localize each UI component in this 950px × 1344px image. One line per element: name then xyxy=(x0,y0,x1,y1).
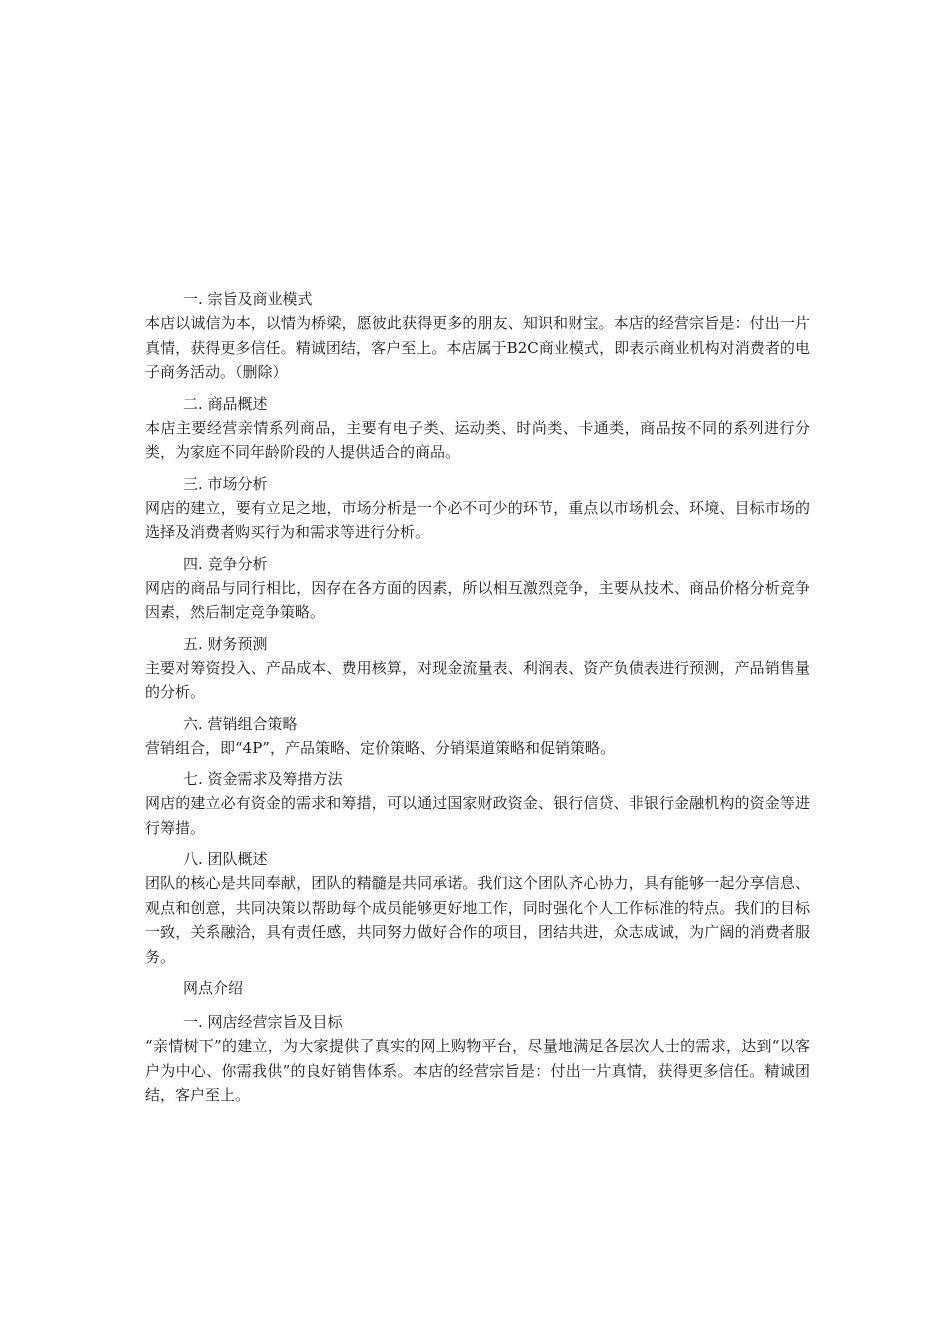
section-financial-forecast xyxy=(145,632,810,705)
intro-title: 网点介绍 xyxy=(183,979,244,997)
section-product-overview xyxy=(145,392,810,465)
section-body: 团队的核心是共同奉献，团队的精髓是共同承诺。我们这个团队齐心协力，具有能够一起分享信息、观点和创意，共同决策以帮助每个成员能够更好地工作，同时强化个人工作标准的特点。我们的目标一致，关系融洽，具有责任感，共同努力做好合作的项目，团结共进，众志成诚，为广阔的消费者服务。 xyxy=(145,874,810,966)
section-purpose-business-model xyxy=(145,287,810,385)
section-body: 网店的建立必有资金的需求和筹措，可以通过国家财政资金、银行信贷、非银行金融机构的资金等进行筹措。 xyxy=(145,794,810,837)
section-heading: 八. 团队概述 xyxy=(183,850,268,868)
section-funding-needs xyxy=(145,767,810,840)
section-competition-analysis xyxy=(145,552,810,625)
section-heading: 一. 宗旨及商业模式 xyxy=(183,290,313,308)
section-body: 网店的商品与同行相比，因存在各方面的因素，所以相互激烈竞争，主要从技术、商品价格分析竞争因素，然后制定竞争策略。 xyxy=(145,578,810,621)
section-body: 主要对筹资投入、产品成本、费用核算，对现金流量表、利润表、资产负债表进行预测，产品销售量的分析。 xyxy=(145,658,810,701)
section-market-analysis xyxy=(145,472,810,545)
document-page xyxy=(145,287,810,1115)
section-heading: 七. 资金需求及筹措方法 xyxy=(183,770,343,788)
section-body: 本店以诚信为本，以情为桥梁，愿彼此获得更多的朋友、知识和财宝。本店的经营宗旨是：付出一片真情，获得更多信任。精诚团结，客户至上。本店属于B2C商业模式，即表示商业机构对消费者的电子商务活动。（删除） xyxy=(145,314,810,381)
section-body: “亲情树下”的建立，为大家提供了真实的网上购物平台，尽量地满足各层次人士的需求，达到“以客户为中心、你需我供”的良好销售体系。本店的经营宗旨是：付出一片真情，获得更多信任。精诚团结，客户至上。 xyxy=(145,1037,810,1104)
section-heading: 二. 商品概述 xyxy=(183,394,268,413)
section-team-overview xyxy=(145,847,810,969)
section-body: 营销组合，即“4P”，产品策略、定价策略、分销渠道策略和促销策略。 xyxy=(145,738,615,757)
section-heading: 六. 营销组合策略 xyxy=(183,714,298,733)
section-heading: 三. 市场分析 xyxy=(183,474,268,493)
section-heading: 一. 网店经营宗旨及目标 xyxy=(183,1013,343,1031)
section-body: 网店的建立，要有立足之地，市场分析是一个必不可少的环节，重点以市场机会、环境、目标市场的选择及消费者购买行为和需求等进行分析。 xyxy=(145,498,810,541)
section-heading: 五. 财务预测 xyxy=(183,634,268,653)
section-body: 本店主要经营亲情系列商品，主要有电子类、运动类、时尚类、卡通类，商品按不同的系列进行分类，为家庭不同年龄阶段的人提供适合的商品。 xyxy=(145,418,810,461)
section-heading: 四. 竞争分析 xyxy=(183,554,268,573)
section-store-purpose-goals xyxy=(145,1010,810,1108)
section-marketing-mix xyxy=(145,712,810,761)
